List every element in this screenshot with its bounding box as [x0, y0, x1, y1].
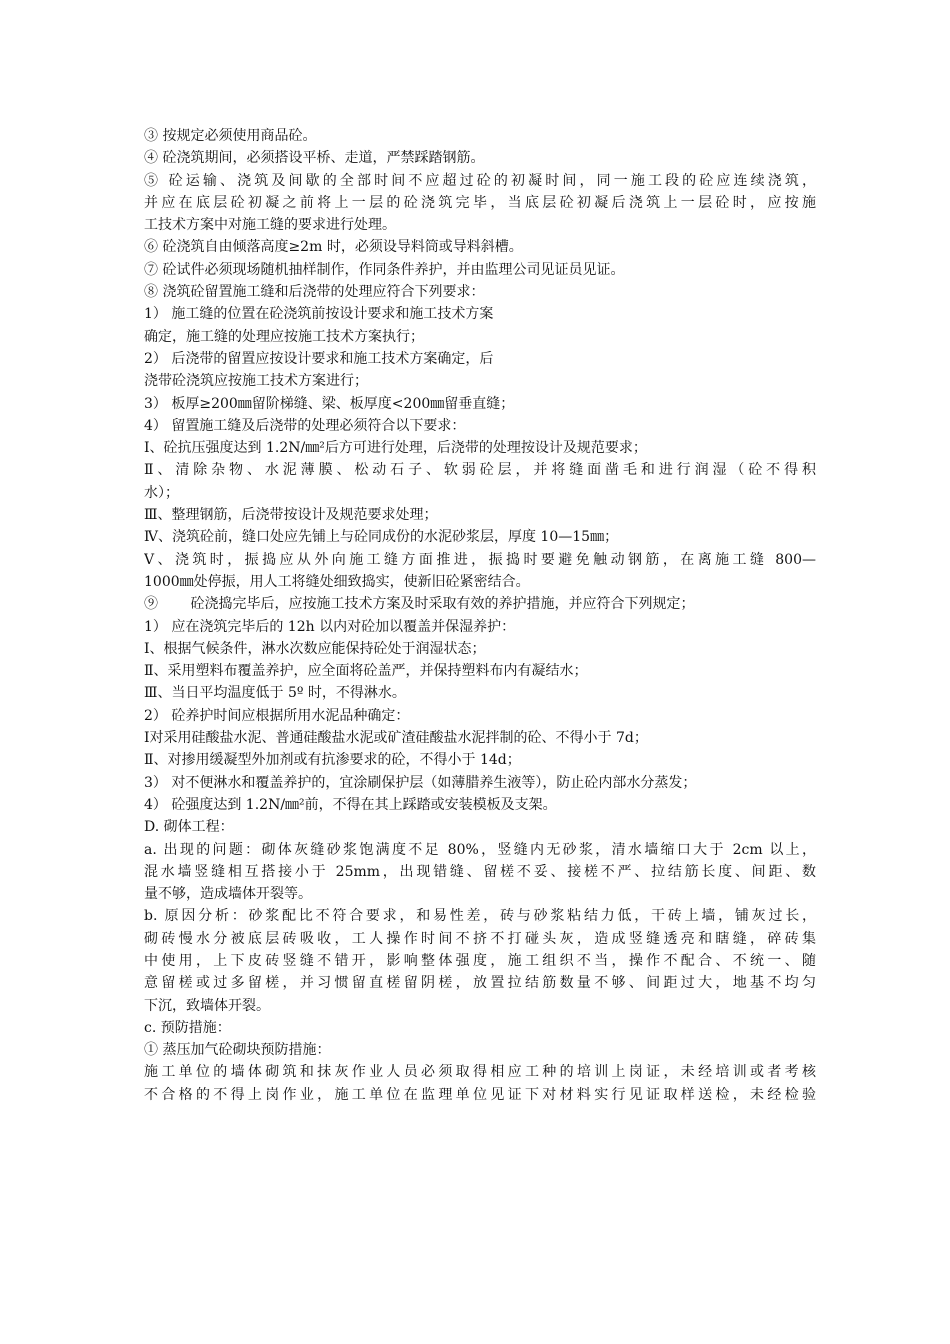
text-line: 下沉，致墙体开裂。: [144, 997, 270, 1014]
document-body: [144, 125, 816, 1106]
text-line: 确定，施工缝的处理应按施工技术方案执行；: [144, 328, 424, 345]
text-line: 砌砖慢水分被底层砖吸收，工人操作时间不挤不打碰头灰，造成竖缝透亮和瞎缝，碎砖集: [144, 930, 816, 947]
text-line: b. 原因分析：砂浆配比不符合要求，和易性差，砖与砂浆粘结力低，干砖上墙，铺灰过长，: [144, 908, 816, 925]
text-line: 并应在底层砼初凝之前将上一层的砼浇筑完毕，当底层砼初凝后浇筑上一层砼时，应按施: [144, 194, 816, 211]
text-line: ⑤ 砼运输、浇筑及间歇的全部时间不应超过砼的初凝时间，同一施工段的砼应连续浇筑，: [144, 172, 816, 189]
text-line: ⑧ 浇筑砼留置施工缝和后浇带的处理应符合下列要求：: [144, 284, 485, 301]
text-line: Ⅲ、整理钢筋，后浇带按设计及规范要求处理；: [144, 507, 438, 524]
text-line: ⑦ 砼试件必须现场随机抽样制作，作同条件养护，并由监理公司见证员见证。: [144, 261, 625, 278]
text-line: 1） 应在浇筑完毕后的 12h 以内对砼加以覆盖并保湿养护：: [144, 618, 516, 635]
text-line: Ⅰ对采用硅酸盐水泥、普通硅酸盐水泥或矿渣硅酸盐水泥拌制的砼、不得小于 7d；: [144, 730, 648, 747]
text-line: 水）；: [144, 484, 179, 501]
text-line: 4） 留置施工缝及后浇带的处理必须符合以下要求：: [144, 417, 466, 434]
text-line: 混水墙竖缝相互搭接小于 25mm，出现错缝、留槎不妥、接槎不严、拉结筋长度、间距、数: [144, 863, 816, 880]
text-line: Ⅱ、清除杂物、水泥薄膜、松动石子、软弱砼层，并将缝面凿毛和进行润湿（砼不得积: [144, 462, 816, 479]
text-line: Ⅰ、砼抗压强度达到 1.2N/㎜²后方可进行处理，后浇带的处理按设计及规范要求；: [144, 440, 647, 457]
text-line: D. 砌体工程：: [144, 819, 234, 836]
text-line: 不合格的不得上岗作业，施工单位在监理单位见证下对材料实行见证取样送检，未经检验: [144, 1086, 816, 1103]
text-line: 意留槎或过多留槎，并习惯留直槎留阴槎，放置拉结筋数量不够、间距过大，地基不均匀: [144, 975, 816, 992]
text-line: 2） 后浇带的留置应按设计要求和施工技术方案确定，后: [144, 350, 494, 367]
text-line: 2） 砼养护时间应根据所用水泥品种确定：: [144, 707, 410, 724]
text-line: 量不够，造成墙体开裂等。: [144, 886, 312, 903]
text-line: 3） 对不便淋水和覆盖养护的，宜涂刷保护层（如薄腊养生液等），防止砼内部水分蒸发；: [144, 774, 697, 791]
text-line: 施工单位的墙体砌筑和抹灰作业人员必须取得相应工种的培训上岗证，未经培训或者考核: [144, 1064, 816, 1081]
text-line: ⑥ 砼浇筑自由倾落高度≥2m 时，必须设导料筒或导料斜槽。: [144, 239, 523, 256]
text-line: Ⅴ、浇筑时，振捣应从外向施工缝方面推进，振捣时要避免触动钢筋，在离施工缝 800—: [144, 551, 816, 568]
text-line: ③ 按规定必须使用商品砼。: [144, 128, 317, 144]
text-line: 1000㎜处停振，用人工将缝处细致捣实，使新旧砼紧密结合。: [144, 573, 530, 590]
text-line: c. 预防措施：: [144, 1019, 231, 1036]
text-line: ④ 砼浇筑期间，必须搭设平桥、走道，严禁踩踏钢筋。: [144, 150, 485, 167]
text-line: 1） 施工缝的位置在砼浇筑前按设计要求和施工技术方案: [144, 306, 494, 323]
text-line: 工技术方案中对施工缝的要求进行处理。: [144, 217, 396, 234]
text-line: ① 蒸压加气砼砌块预防措施：: [144, 1042, 331, 1059]
text-line: Ⅰ、根据气候条件，淋水次数应能保持砼处于润湿状态；: [144, 640, 486, 657]
text-line: ⑨ 砼浇捣完毕后，应按施工技术方案及时采取有效的养护措施，并应符合下列规定；: [144, 596, 695, 613]
text-line: Ⅱ、采用塑料布覆盖养护，应全面将砼盖严，并保持塑料布内有凝结水；: [144, 663, 588, 680]
text-line: 浇带砼浇筑应按施工技术方案进行；: [144, 373, 368, 390]
text-line: 4） 砼强度达到 1.2N/㎜²前，不得在其上踩踏或安装模板及支架。: [144, 796, 557, 813]
text-line: 中使用，上下皮砖竖缝不错开，影响整体强度，施工组织不当，操作不配合、不统一、随: [144, 952, 816, 969]
text-line: Ⅲ、当日平均温度低于 5º 时，不得淋水。: [144, 685, 406, 702]
text-line: Ⅱ、对掺用缓凝型外加剂或有抗渗要求的砼，不得小于 14d；: [144, 752, 521, 769]
text-line: Ⅳ、浇筑砼前，缝口处应先铺上与砼同成份的水泥砂浆层，厚度 10—15㎜；: [144, 529, 619, 546]
text-line: a. 出现的问题：砌体灰缝砂浆饱满度不足 80%，竖缝内无砂浆，清水墙缩口大于 2cm 以上，: [144, 841, 816, 858]
text-line: 3） 板厚≥200㎜留阶梯缝、梁、板厚度<200㎜留垂直缝；: [144, 395, 515, 412]
